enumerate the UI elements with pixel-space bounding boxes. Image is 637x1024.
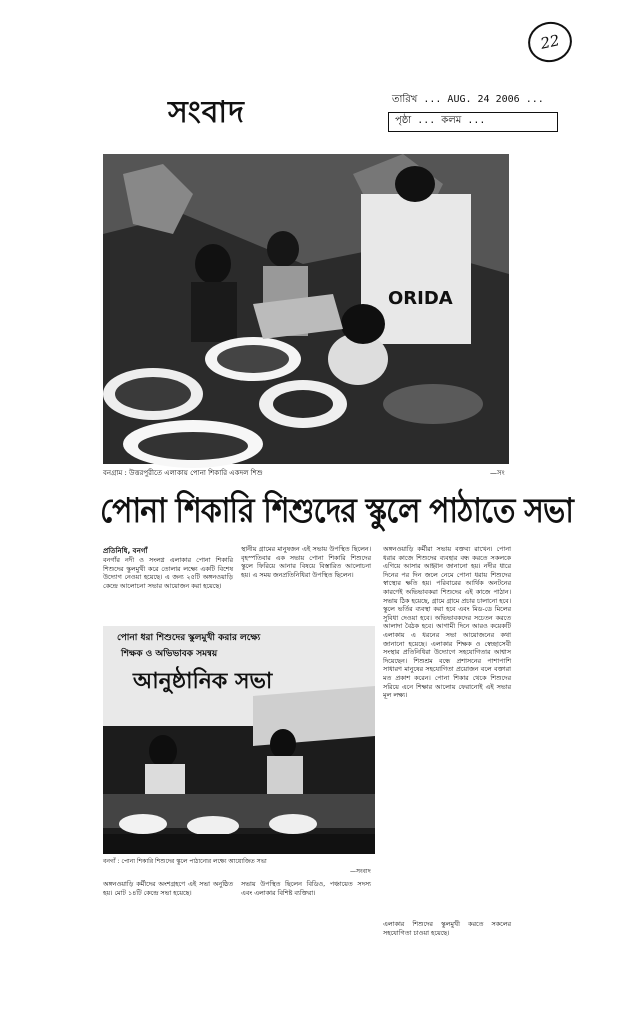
date-stamp	[388, 92, 560, 136]
article-column-3: অঙ্গনওয়াড়ি কর্মীরা সভায় বক্তব্য রাখেন। পোনা ধরার কাজে শিশুদের ব্যবহার বন্ধ করতে সকলকে এগিয়ে আসার আহ্বান জানানো হয়। নদীর ধারে দিনের পর দিন জলে নেমে পোনা ধরায় শিশুদের স্বাস্থ্যের ক্ষতি হয়। পরিবারের আর্থিক অনটনের কারণেই অভিভাবকরা শিশুদের এই কাজে পাঠান। সভায় ঠিক হয়েছে, গ্রামে গ্রামে প্রচার চালানো হবে। স্কুলে ভর্তির ব্যবস্থা করা হবে এবং মিড-ডে মিলের সুবিধা দেওয়া হবে। অভিভাবকদের সচেতন করতে আলাদা বৈঠক হবে। আগামী দিনে আরও কয়েকটি এলাকায় এ ধরনের সভা আয়োজনের কথা জানানো হয়েছে। এলাকার শিক্ষক ও স্বেচ্ছাসেবী সংস্থার প্রতিনিধিরা উদ্যোগে সহযোগিতার আশ্বাস দিয়েছেন। শিশুশ্রম বন্ধে প্রশাসনের পাশাপাশি সাধারণ মানুষের সহযোগিতা প্রয়োজন বলে বক্তারা মত প্রকাশ করেন। পোনা শিকার থেকে শিশুদের সরিয়ে এনে শিক্ষার আলোয় ফেরানোই এই সভার মূল লক্ষ্য।	[383, 545, 511, 700]
article-column-bottom-3: এলাকার শিশুদের স্কুলমুখী করতে সকলের সহযোগিতা চাওয়া হয়েছে।	[383, 920, 511, 937]
meeting-photo-caption: বনগাঁ : পোনা শিকারি শিশুদের স্কুলে পাঠানোর লক্ষ্যে আয়োজিত সভা	[103, 858, 267, 865]
top-photo-credit: —সং	[490, 469, 505, 477]
article-column-2: স্থানীয় গ্রামের মানুষজন এই সভায় উপস্থিত ছিলেন। বৃহস্পতিবার এক সভায় পোনা শিকারি শিশুদের স্কুলে ফিরিয়ে আনার বিষয়ে বিস্তারিত আলোচনা হয়। এ সময় জনপ্রতিনিধিরা উপস্থিত ছিলেন।	[241, 545, 371, 579]
newspaper-masthead: সংবাদ	[168, 95, 245, 130]
article-column-1: বনগাঁর নদী ও সংলগ্ন এলাকার পোনা শিকারি শিশুদের স্কুলমুখী করে তোলার লক্ষ্যে একটি বিশেষ উদ্যোগ নেওয়া হয়েছে। এ জন্য ২৫টি অঙ্গনওয়াড়ি কেন্দ্রে আলোচনা সভার আয়োজন করা হয়েছে।	[103, 556, 233, 590]
stamp-date-line: তারিখ ... AUG. 24 2006 ...	[392, 94, 544, 105]
meeting-photo-credit: —সংবাদ	[350, 868, 371, 875]
top-photo-caption: বনগ্রাম : উত্তরপুরীতে এলাকায় পোনা শিকারি একদল শিশু	[103, 469, 263, 477]
shirt-text: ORIDA	[388, 288, 453, 309]
banner-line-2: শিক্ষক ও অভিভাবক সমন্বয়	[121, 649, 218, 659]
page-number: 22	[524, 18, 575, 66]
stamp-page-line: পৃষ্ঠা ... কলম ...	[388, 112, 558, 132]
headline: পোনা শিকারি শিশুদের স্কুলে পাঠাতে সভা	[100, 491, 574, 531]
meeting-photograph	[103, 626, 375, 854]
banner-line-1: পোনা ধরা শিশুদের স্কুলমুখী করার লক্ষ্যে	[117, 633, 261, 643]
byline: প্রতিনিধি, বনগাঁ	[103, 547, 148, 555]
article-column-bottom-1: অঙ্গনওয়াড়ি কর্মীদের অংশগ্রহণে এই সভা অনুষ্ঠিত হয়। মোট ১৪টি কেন্দ্রে সভা হয়েছে।	[103, 880, 233, 897]
banner-main: আনুষ্ঠানিক সভা	[133, 669, 273, 694]
article-column-bottom-2: সভায় উপস্থিত ছিলেন বিডিও, পঞ্চায়েত সদস্য এবং এলাকার বিশিষ্ট ব্যক্তিরা।	[241, 880, 371, 897]
top-photograph	[103, 154, 509, 464]
